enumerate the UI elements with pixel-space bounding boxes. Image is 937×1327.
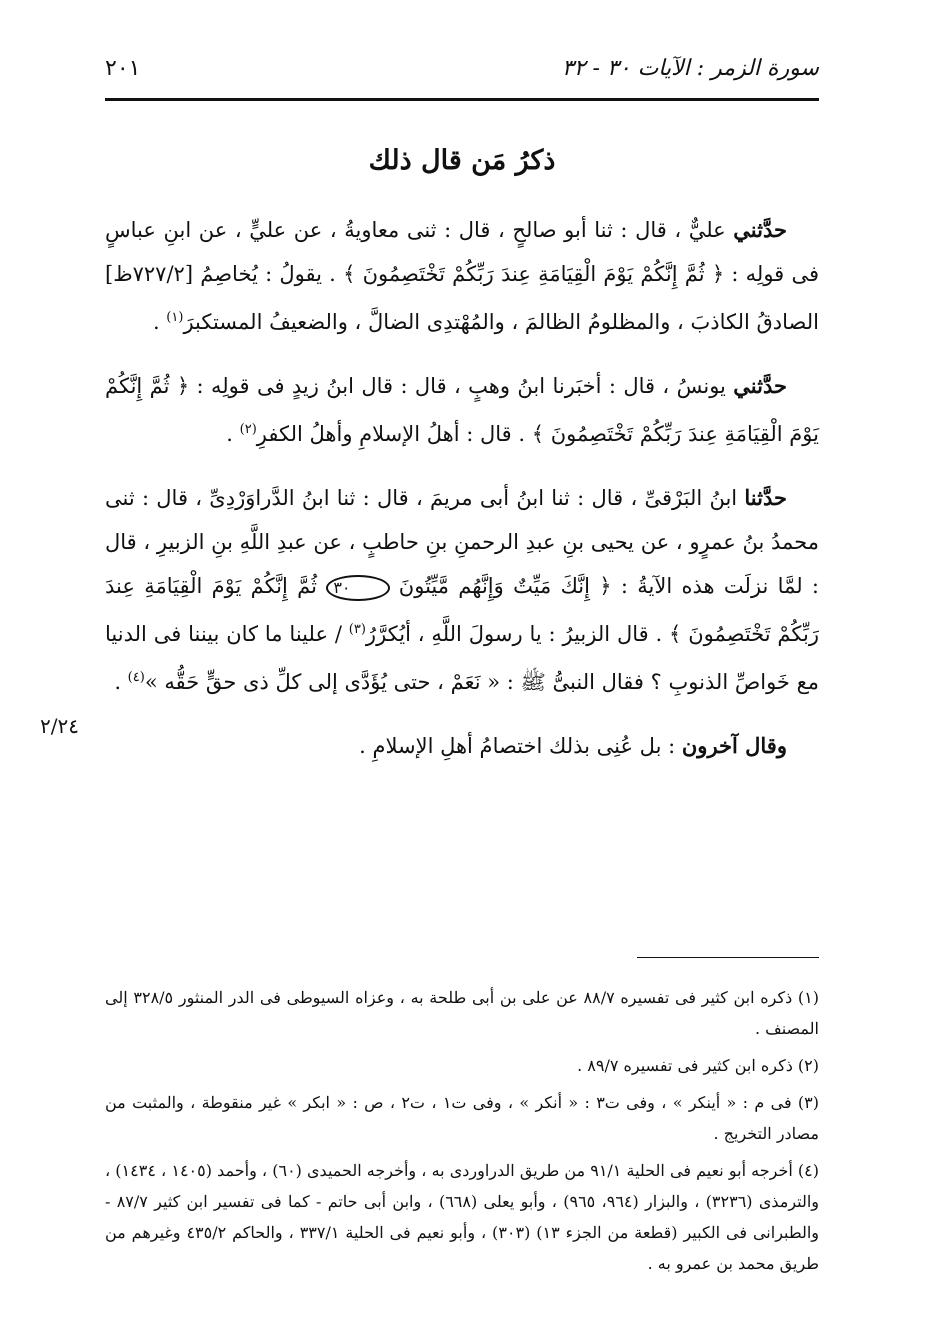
paragraph-text: عليٌّ ، قال : ثنا أبو صالحٍ ، قال : ثنى معاويةُ ، عن عليٍّ ، عن ابنِ عباسٍ فى قولِه : ﴿ ثُمَّ إِنَّكُمْ يَوْمَ الْقِيَامَةِ عِندَ رَبِّكُمْ تَخْتَصِمُونَ ﴾ . يقولُ : يُخاصِمُ [٧٢٧/٢ظ] الصادقُ الكاذبَ ، والمظلومُ الظالمَ ، والمُهْتدِى الضالَّ ، والضعيفُ المستكبرَ — [105, 218, 819, 334]
footnote-4: (٤) أخرجه أبو نعيم فى الحلية ٩١/١ من طريق الدراوردى به ، وأخرجه الحميدى (٦٠) ، وأحمد (١٤٠٥ ، ١٤٣٤) ، والترمذى (٣٢٣٦) ، والبزار (٩٦٤، ٩٦٥) ، وأبو يعلى (٦٦٨) ، وابن أبى حاتم - كما فى تفسير ابن كثير ٨٧/٧ - والطبرانى فى الكبير (قطعة من الجزء ١٣) (٣٠٣) ، وأبو نعيم فى الحلية ٣٣٧/١ ، والحاكم ٤٣٥/٢ وغيرهم من طريق محمد بن عمرو به . — [105, 1161, 820, 1273]
section-title: ذكرُ مَن قال ذلك — [368, 145, 556, 176]
paragraph-text: ابنُ البَرْقىِّ ، قال : ثنا ابنُ أبى مريمَ ، قال : ثنا ابنُ الدَّراوَرْدِىِّ ، قال : ثنى محمدُ بنُ عمرٍو ، عن يحيى بنِ عبدِ الرحمنِ بنِ حاطبٍ ، عن عبدِ اللَّهِ بنِ الزبيرِ ، قال : لمَّا نزلَت هذه الآيةُ : ﴿ إِنَّكَ مَيِّتٌ وَإِنَّهُم مَّيِّتُونَ — [105, 486, 819, 598]
footnote-ref-4: (٤) — [127, 670, 145, 685]
paragraph-1 — [105, 208, 819, 344]
paragraph-lead: حدَّثني — [733, 373, 787, 398]
paragraph-4 — [105, 724, 819, 768]
paragraph-3 — [105, 476, 819, 704]
margin-volume-note: ٢/٢٤ — [40, 714, 79, 738]
footnote-separator — [637, 957, 819, 958]
footnotes — [105, 982, 819, 1285]
header-rule — [105, 98, 819, 101]
ayah-number-mark: ٣٠ — [326, 575, 389, 601]
footnote-1: (١) ذكره ابن كثير فى تفسيره ٨٨/٧ عن على بن أبى طلحة به ، وعزاه السيوطى فى الدر المنثور ٣٢٨/٥ إلى المصنف . — [105, 988, 820, 1038]
footnote-ref-3: (٣) — [348, 622, 366, 637]
page-number: ٢٠١ — [105, 56, 141, 81]
paragraph-lead: حدَّثني — [733, 217, 787, 242]
paragraph-text-continued: ثُمَّ إِنَّكُمْ يَوْمَ الْقِيَامَةِ عِندَ رَبِّكُمْ تَخْتَصِمُونَ ﴾ . قال الزبيرُ : يا رسولَ اللَّهِ ، أيُكرَّرُ — [105, 574, 819, 646]
paragraph-end: . — [226, 422, 240, 446]
footnote-2: (٢) ذكره ابن كثير فى تفسيره ٨٩/٧ . — [577, 1056, 819, 1075]
paragraph-lead: وقال آخرون — [681, 733, 787, 758]
paragraph-text-continued-2: / علينا ما كان بيننا فى الدنيا مع خَواصِّ الذنوبِ ؟ فقال النبىُّ ﷺ : « نَعَمْ ، حتى يُؤَدَّى إلى كلِّ ذى حقٍّ حَقُّه » — [105, 622, 819, 694]
paragraph-2 — [105, 364, 819, 456]
paragraph-text: يونسُ ، قال : أخبَرنا ابنُ وهبٍ ، قال : قال ابنُ زيدٍ فى قولِه : ﴿ ثُمَّ إِنَّكُمْ يَوْمَ الْقِيَامَةِ عِندَ رَبِّكُمْ تَخْتَصِمُونَ ﴾ . قال : أهلُ الإسلامِ وأهلُ الكفرِ — [105, 374, 819, 446]
footnote-ref-2: (٢) — [239, 422, 257, 437]
footnote-3: (٣) فى م : « أينكر » ، وفى ت٣ : « أنكر » ، وفى ت١ ، ت٢ ، ص : « ابكر » غير منقوطة ، والمثبت من مصادر التخريج . — [105, 1093, 820, 1143]
paragraph-end: . — [114, 670, 128, 694]
running-header — [105, 56, 819, 92]
paragraph-end: . — [152, 310, 167, 334]
footnote-ref-1: (١) — [166, 310, 184, 325]
main-text — [105, 208, 819, 788]
paragraph-text: : بل عُنِى بذلك اختصامُ أهلِ الإسلامِ . — [359, 734, 682, 758]
paragraph-lead: حدَّثنا — [744, 485, 787, 510]
header-title: سورة الزمر : الآيات ٣٠ - ٣٢ — [561, 56, 819, 81]
